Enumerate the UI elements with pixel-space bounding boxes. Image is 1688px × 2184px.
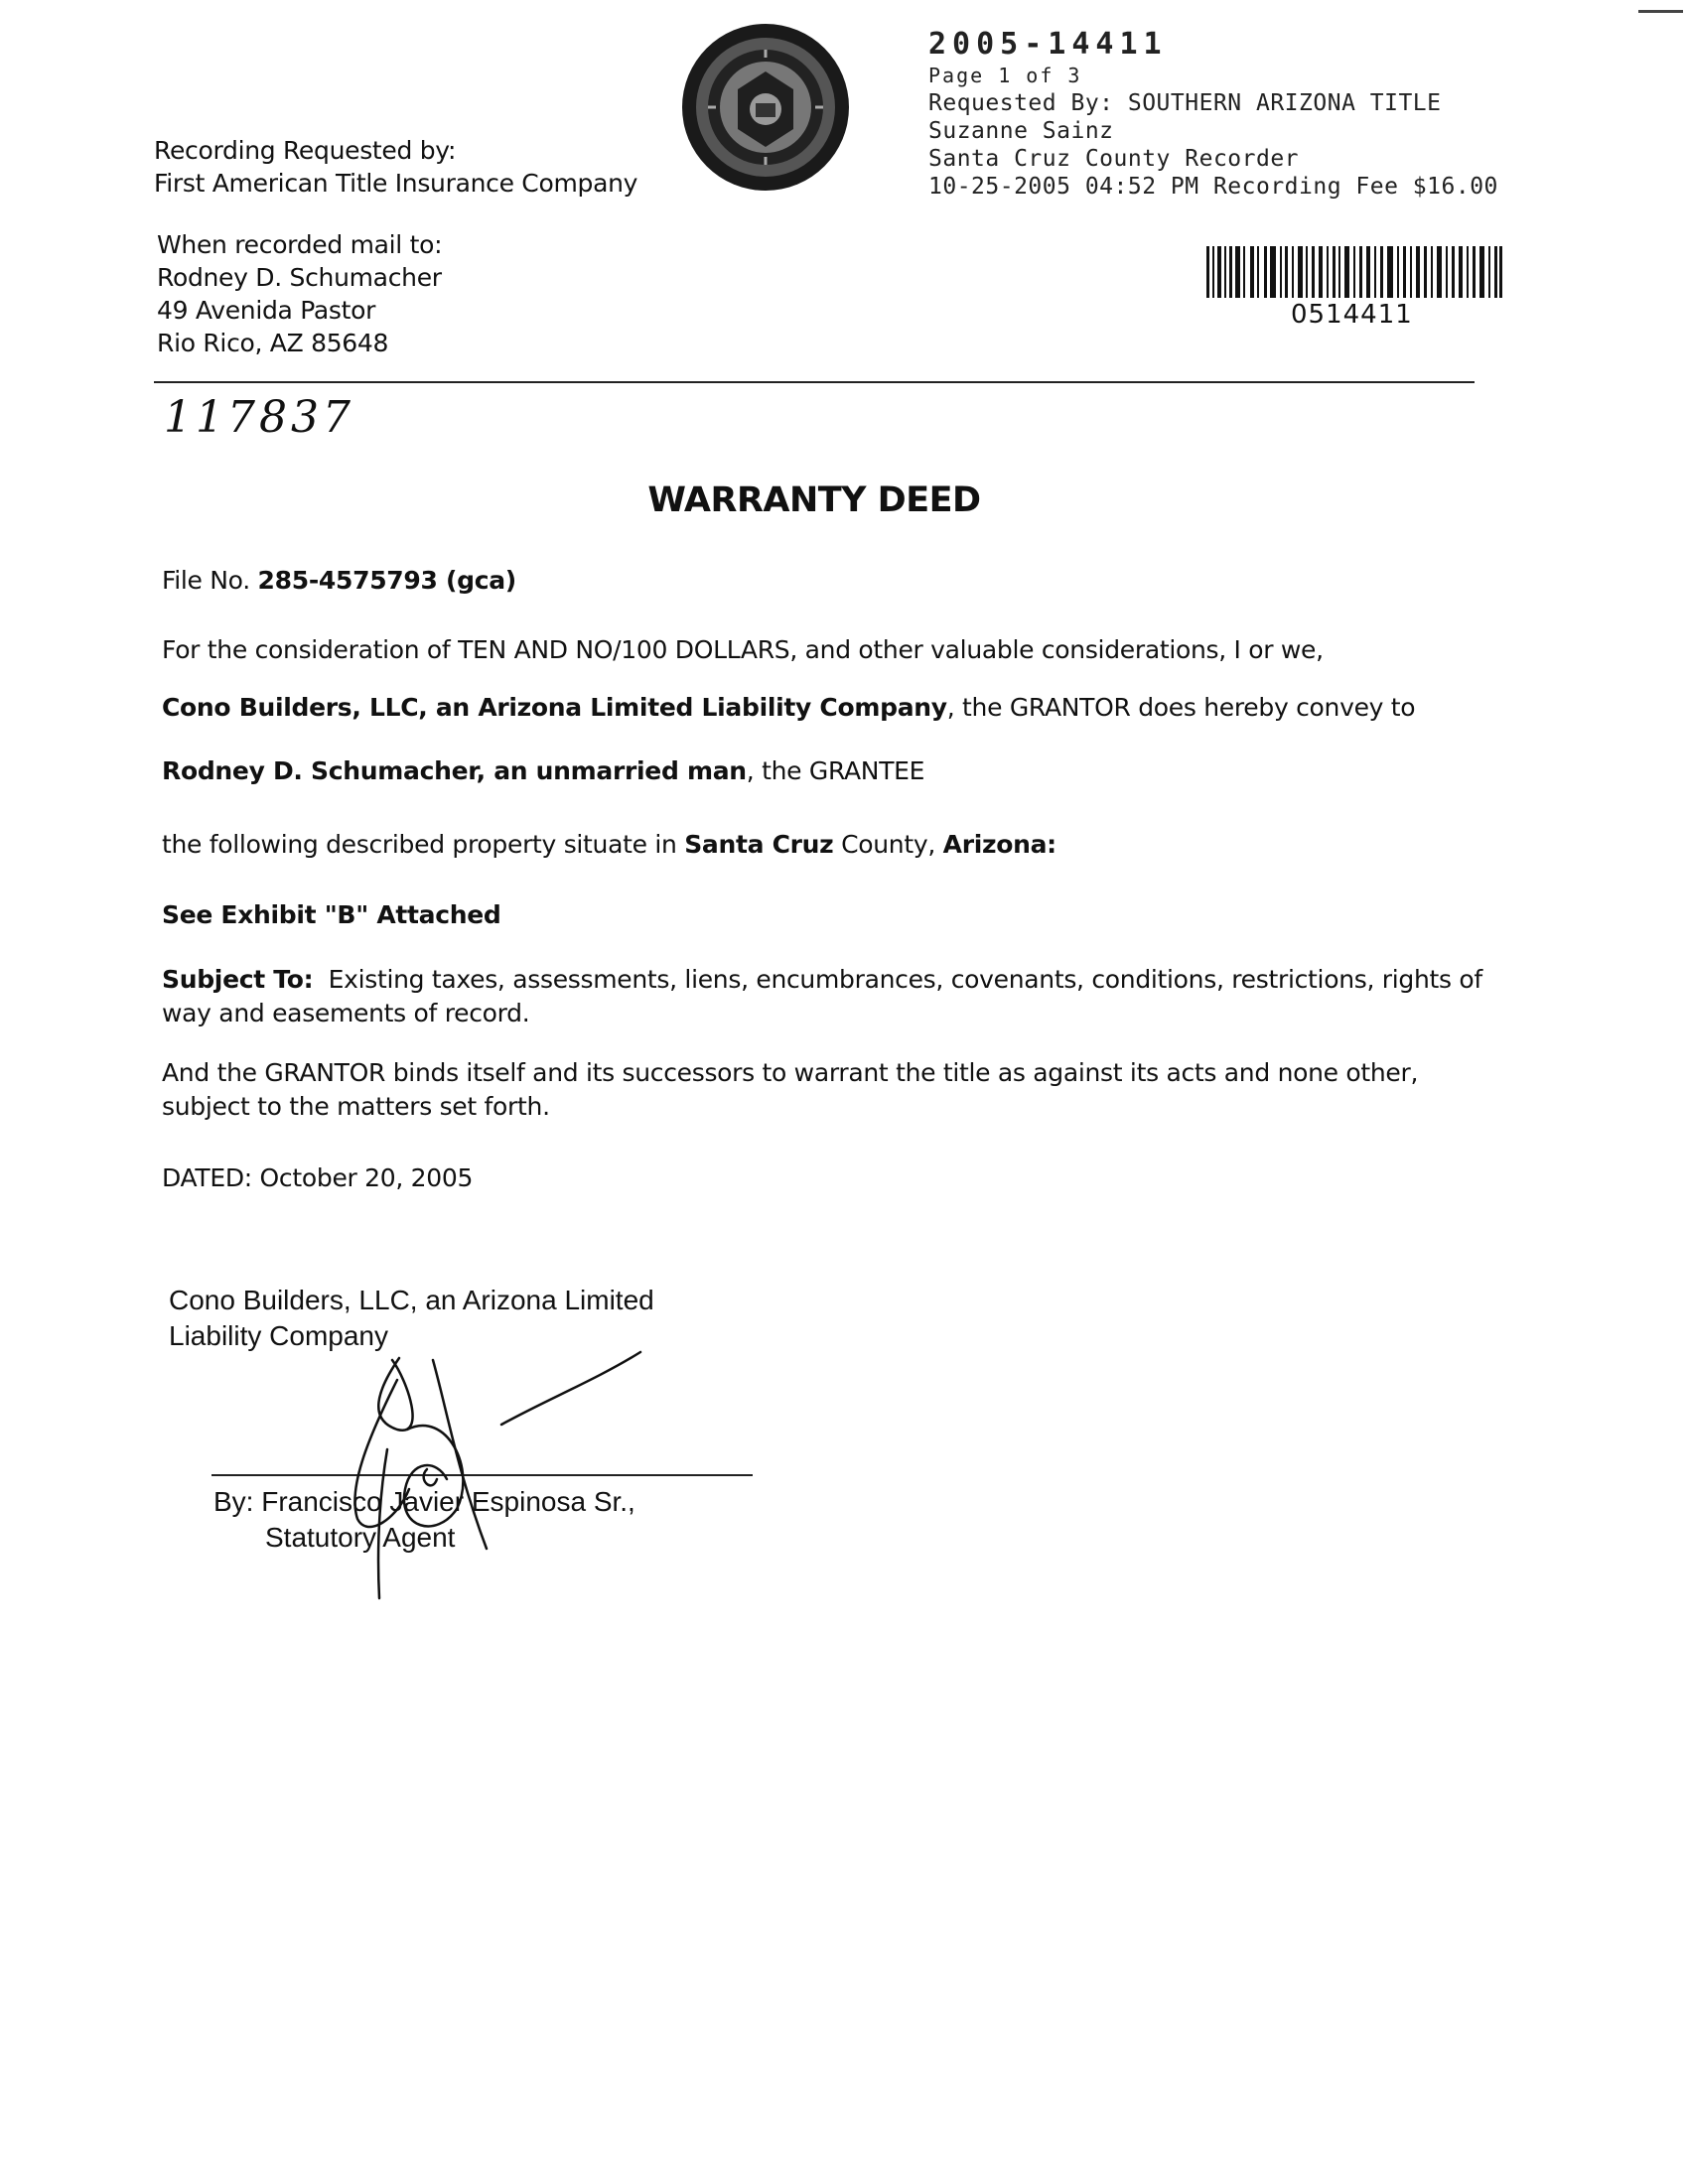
mail-to-block <box>157 228 442 359</box>
handwritten-signature-icon <box>338 1320 675 1608</box>
barcode-number: 0514411 <box>1291 300 1413 330</box>
signatory-name: By: Francisco Javier Espinosa Sr., <box>213 1486 635 1517</box>
dated-line: DATED: October 20, 2005 <box>162 1163 474 1192</box>
mail-to-street: 49 Avenida Pastor <box>157 296 376 325</box>
mail-to-city: Rio Rico, AZ 85648 <box>157 329 389 357</box>
handwritten-number: 117837 <box>164 392 354 443</box>
recording-requested-block <box>154 134 637 200</box>
county-seal-icon <box>678 20 853 195</box>
grantee-text: , the GRANTEE <box>746 756 925 785</box>
file-number-value: 285-4575793 (gca) <box>257 566 516 595</box>
grantor-text: , the GRANTOR does hereby convey to <box>946 693 1416 722</box>
property-county-word: County, <box>841 830 935 859</box>
property-county: Santa Cruz <box>684 830 834 859</box>
corner-scan-mark <box>1638 10 1683 13</box>
signatory-company-line1: Cono Builders, LLC, an Arizona Limited <box>169 1285 654 1315</box>
signatory-role: Statutory Agent <box>265 1522 456 1553</box>
property-state: Arizona: <box>942 830 1056 859</box>
recorder-office: Santa Cruz County Recorder <box>928 146 1300 172</box>
subject-to-text: Existing taxes, assessments, liens, encumbrances, covenants, conditions, restrictions, rights of way and easements of record. <box>162 965 1482 1027</box>
grantor-name: Cono Builders, LLC, an Arizona Limited Liability Company <box>162 693 947 722</box>
barcode-icon <box>1206 246 1502 298</box>
header-divider <box>154 381 1475 383</box>
document-number: 2005-14411 <box>928 27 1168 62</box>
recording-requested-company: First American Title Insurance Company <box>154 169 638 198</box>
document-title: WARRANTY DEED <box>647 480 981 520</box>
property-line <box>162 828 1492 862</box>
mail-to-label: When recorded mail to: <box>157 230 443 259</box>
consideration-line: For the consideration of TEN AND NO/100 DOLLARS, and other valuable considerations, I or we, <box>162 635 1324 664</box>
mail-to-name: Rodney D. Schumacher <box>157 263 442 292</box>
recorder-stamp <box>928 28 1498 201</box>
recording-datetime-fee: 10-25-2005 04:52 PM Recording Fee $16.00 <box>928 174 1498 200</box>
recording-requested-label: Recording Requested by: <box>154 136 457 165</box>
requested-by: Requested By: SOUTHERN ARIZONA TITLE <box>928 90 1442 116</box>
subject-to-label: Subject To: <box>162 965 314 994</box>
grantor-line <box>162 691 1492 725</box>
subject-to-paragraph <box>162 963 1492 1030</box>
signatory-company-line2: Liability Company <box>169 1320 388 1351</box>
grantee-name: Rodney D. Schumacher, an unmarried man <box>162 756 747 785</box>
exhibit-line: See Exhibit "B" Attached <box>162 900 501 929</box>
file-number-label: File No. <box>162 566 250 595</box>
warranty-clause: And the GRANTOR binds itself and its successors to warrant the title as against its acts and none other, subject to the matters set forth. <box>162 1058 1419 1121</box>
grantee-line <box>162 754 1492 788</box>
page-count: Page 1 of 3 <box>928 64 1082 87</box>
property-prefix: the following described property situate in <box>162 830 677 859</box>
file-number-line <box>162 564 1492 598</box>
recorder-name: Suzanne Sainz <box>928 118 1114 144</box>
